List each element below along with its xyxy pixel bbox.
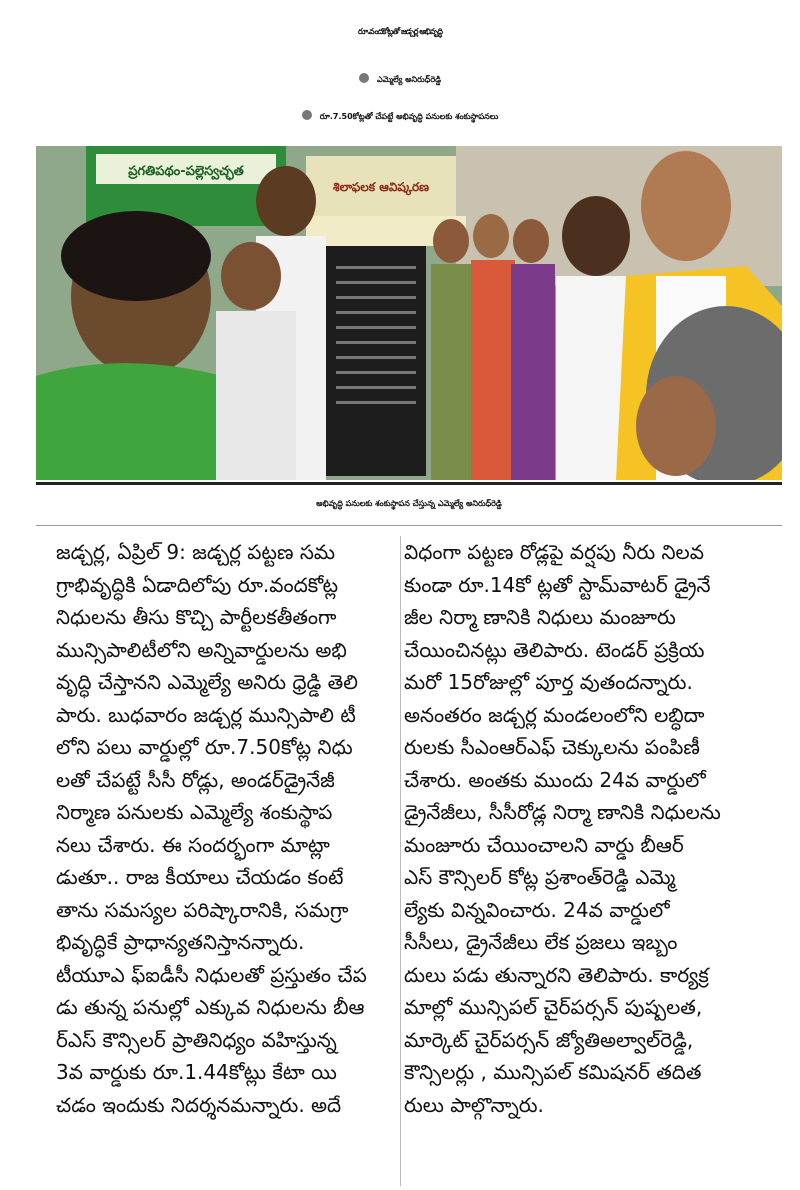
person-back-face	[256, 166, 316, 236]
woman-1-face	[433, 219, 469, 263]
article-line: పారు. బుధవారం జడ్చర్ల మున్సిపాలి టీ	[56, 702, 356, 727]
article-line: కౌన్సిలర్లు , మున్సిపల్ కమిషనర్ తదిత	[404, 1060, 702, 1084]
column-divider	[400, 536, 401, 1186]
article-line: అనంతరం జడ్చర్ల మండలంలోని లబ్ధిదా	[404, 702, 705, 727]
article-line: ఎస్ కౌన్సిలర్ కోట్ల ప్రశాంత్‌రెడ్డి ఎమ్మె	[404, 865, 676, 889]
article-line: కుండా రూ.14కో ట్లతో స్టామ్‌వాటర్ డ్రైనే	[404, 572, 711, 597]
person-middle-shirt	[216, 311, 296, 480]
subhead-2	[0, 103, 800, 131]
article-line: గ్రాభివృద్ధికి ఏడాదిలోపు రూ.వందకోట్ల	[56, 572, 339, 597]
article-line: ల్యేకు విన్నవించారు. 24వ వార్డులో	[404, 897, 670, 922]
article-line: విధంగా పట్టణ రోడ్లపై వర్షపు నీరు నిలవ	[404, 540, 704, 564]
article-line: తాను సమస్యల పరిష్కారానికి, సమగ్రా	[56, 897, 349, 922]
bullet-icon	[302, 110, 312, 120]
article-line: టీయూఎ ఫ్‌ఐడీసీ నిధులతో ప్రస్తుతం చేప	[56, 962, 367, 987]
article-line: లోని పలు వార్డుల్లో రూ.7.50కోట్ల నిధు	[56, 735, 353, 759]
article-line: రులు పాల్గొన్నారు.	[404, 1092, 544, 1117]
plaque-banner-text: శిలాఫలక ఆవిష్కరణ	[332, 180, 430, 194]
person-right-1-face	[562, 196, 630, 276]
article-line: నిర్మాణ పనులకు ఎమ్మెల్యే శంకుస్థాప	[56, 800, 333, 824]
article-line: వృద్ధి చేస్తానని ఎమ్మెల్యే అనిరు ధ్రెడ్డి తెలి	[56, 670, 358, 694]
article-column-right	[404, 536, 786, 1121]
person-middle-face	[221, 242, 281, 310]
article-line: 3వ వార్డుకు రూ.1.44కోట్లు కేటా యి	[56, 1060, 337, 1084]
article-line: జీల నిర్మా ణానికి నిధులు మంజూరు	[404, 605, 676, 629]
article-line: మార్కెట్ చైర్‌పర్సన్ జ్యోతిఅల్వాల్‌రెడ్డి,	[404, 1027, 694, 1052]
article-line: డ్రైనేజీలు, సీసీరోడ్ల నిర్మా ణానికి నిధులను	[404, 800, 721, 824]
article-line: లతో చేపట్టే సీసీ రోడ్లు, అండర్‌డ్రైనేజీ	[56, 767, 335, 792]
article-line: నలు చేశారు. ఈ సందర్భంగా మాట్లా	[56, 832, 330, 857]
article-line: నిధులను తీసు కొచ్చి పార్టీలకతీతంగా	[56, 605, 337, 629]
article-line: చడం ఇందుకు నిదర్శనమన్నారు. అదే	[56, 1092, 342, 1117]
article-line: మరో 15రోజుల్లో పూర్త వుతందన్నారు.	[404, 670, 693, 694]
photo-illustration	[36, 146, 782, 480]
article-column-left	[56, 536, 396, 1121]
article-line: చేయించినట్లు తెలిపారు. టెండర్ ప్రక్రియ	[404, 637, 705, 662]
subhead-1-text: ఎమ్మెల్యే అనిరుధ్‌రెడ్డి	[377, 75, 441, 84]
article-line: సీసీలు, డ్రైనేజీలు లేక ప్రజలు ఇబ్బం	[404, 930, 678, 954]
article-line: మున్సిపాలిటీలోని అన్నివార్డులను అభి	[56, 637, 347, 662]
article-line: మంజూరు చేయించాలని వార్డు బీఆర్	[404, 832, 684, 857]
person-right-2-face	[641, 151, 731, 261]
woman-2-face	[473, 214, 509, 258]
photo-caption: అభివృద్ధి పనులకు శంకుస్థాపన చేస్తున్న ఎమ్మెల్యే అనిరుధ్‌రెడ్డి	[36, 482, 782, 526]
article-line: రులకు సీఎంఆర్ఎఫ్ చెక్కులను పంపిణీ	[404, 735, 700, 759]
article-line: దులు పడు తున్నారని తెలిపారు. కార్యక్ర	[404, 962, 709, 987]
woman-2-saree	[471, 260, 515, 480]
article-line: మాల్లో మున్సిపల్ చైర్‌పర్సన్ పుష్పలత,	[404, 995, 703, 1019]
woman-1-saree	[431, 264, 473, 480]
bullet-icon	[359, 73, 369, 83]
woman-3-saree	[511, 264, 555, 480]
woman-3-face	[513, 219, 549, 263]
article-line: డుతూ.. రాజ కీయాలు చేయడం కంటే	[56, 865, 344, 889]
subhead-2-text: రూ.7.50కోట్లతో చేపట్టే అభివృద్ధి పనులకు శంకుస్థాపనలు	[319, 112, 499, 121]
article-line: డు తున్న పనుల్లో ఎక్కువ నిధులను బీఆ	[56, 995, 365, 1019]
person-left-hair	[61, 211, 211, 301]
article-line: ర్‌ఎస్ కౌన్సిలర్ ప్రాతినిధ్యం వహిస్తున్న	[56, 1027, 337, 1052]
headline: రూ.వందకోట్లతో జడ్చర్ల అభివృద్ధి	[358, 26, 442, 36]
article-line: భివృద్ధికే ప్రాధాన్యతనిస్తానన్నారు.	[56, 930, 305, 954]
article-line: జడ్చర్ల, ఏప్రిల్ 9: జడ్చర్ల పట్టణ సమ	[56, 540, 336, 564]
banner-text: ప్రగతిపథం-పల్లెస్వచ్ఛత	[128, 164, 244, 179]
foundation-plaque	[326, 246, 426, 476]
woman-front-face	[636, 376, 716, 476]
subhead-1	[0, 66, 800, 94]
news-photo	[36, 146, 782, 480]
article-line: చేశారు. అంతకు ముందు 24వ వార్డులో	[404, 767, 706, 792]
